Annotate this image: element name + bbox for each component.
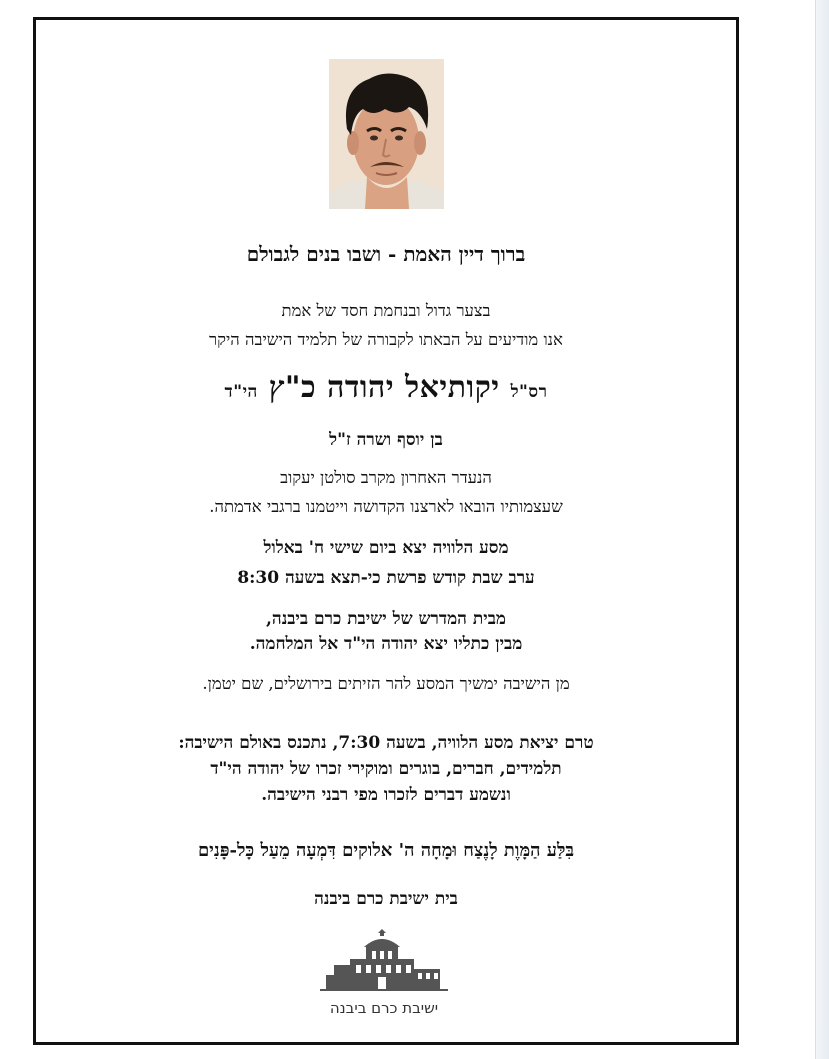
- gathering-line: טרם יציאת מסע הלוויה, בשעה 7:30, נתכנס באולם הישיבה:: [178, 733, 594, 753]
- notice-title: ברוך דיין האמת - ושבו בנים לגבולם: [246, 242, 526, 266]
- yeshiva-logo: [320, 925, 448, 1025]
- deceased-name: [36, 370, 736, 405]
- logo-text: ישיבת כרם ביבנה: [329, 999, 439, 1017]
- memorial-notice: [33, 17, 739, 1045]
- gathering-line: תלמידים, חברים, בוגרים ומוקירי זכרו של יהודה הי"ד: [210, 759, 562, 779]
- funeral-line: ערב שבת קודש פרשת כי-תצא בשעה 8:30: [237, 568, 535, 588]
- gathering-line: ונשמע דברים לזכרו מפי רבני הישיבה.: [261, 785, 511, 805]
- page-edge-strip: [815, 0, 829, 1059]
- verse-quote: בִּלַּע הַמָּוֶת לָנֶצַח וּמָחָה ה' אלוקים דִּמְעָה מֵעַל כָּל-פָּנִים: [197, 840, 575, 861]
- funeral-line: מבית המדרש של ישיבת כרם ביבנה,: [266, 609, 506, 629]
- funeral-line: מבין כתליו יצא יהודה הי"ד אל המלחמה.: [249, 634, 523, 654]
- funeral-line: מן הישיבה ימשיך המסע להר הזיתים בירושלים, שם יטמן.: [202, 674, 570, 693]
- signature: בית ישיבת כרם ביבנה: [314, 889, 458, 909]
- intro-line: בצער גדול ובנחמת חסד של אמת: [281, 301, 491, 320]
- details-line: הנעדר האחרון מקרב סולטן יעקוב: [280, 468, 492, 487]
- name-main: יקותיאל יהודה כ"ץ: [268, 370, 500, 405]
- name-suffix: הי"ד: [224, 382, 258, 402]
- name-prefix: רס"ל: [510, 382, 548, 402]
- details-line: שעצמותיו הובאו לארצנו הקדושה וייטמנו ברגבי אדמתה.: [209, 497, 563, 516]
- funeral-line: מסע הלוויה יצא ביום שישי ח' באלול: [263, 538, 509, 558]
- intro-line: אנו מודיעים על הבאתו לקבורה של תלמיד הישיבה היקר: [209, 330, 563, 349]
- portrait-photo: [329, 59, 444, 209]
- yeshiva-building-icon: [320, 925, 448, 999]
- parents-line: בן יוסף ושרה ז"ל: [329, 430, 443, 450]
